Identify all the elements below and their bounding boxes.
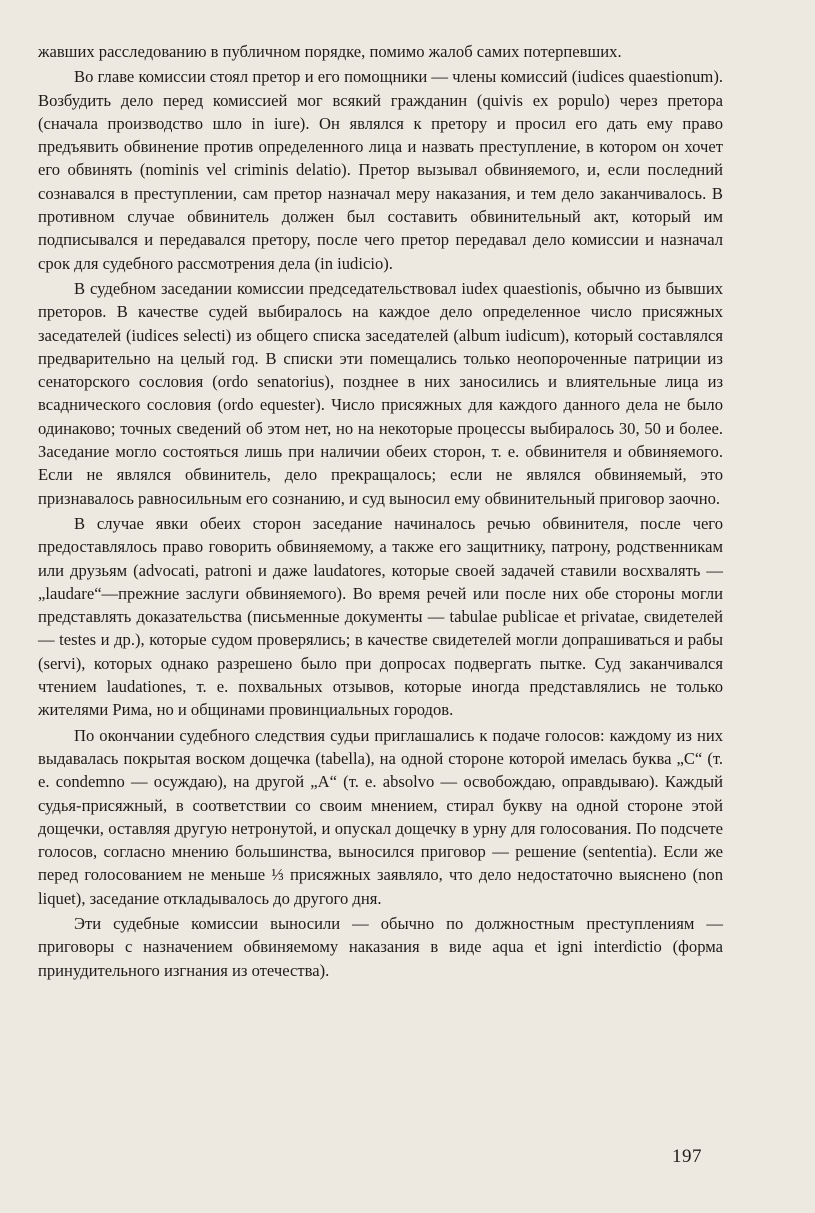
paragraph-court-session: В судебном заседании комиссии председательствовал iudex quaestionis, обычно из бывших преторов. В качестве судей выбиралось на каждое дело определенное число присяжных заседателей (iudices selecti) из общего списка заседателей (album iudicum), который составлялся предварительно на целый год. В списки эти помещались только неопороченные патриции из сенаторского сословия (ordo senatorius), позднее в них заносились и влиятельные лица из всаднического сословия (ordo equester). Число присяжных для каждого данного дела не было одинаково; точных сведений об этом нет, но на некоторые процессы выбиралось 30, 50 и более. Заседание могло состояться лишь при наличии обеих сторон, т. е. обвинителя и обвиняемого. Если не являлся обвинитель, дело прекращалось; если не являлся обвиняемый, это признавалось равносильным его сознанию, и суд выносил ему обвинительный приговор заочно. [38, 278, 723, 508]
paragraph-parties-appearance: В случае явки обеих сторон заседание начиналось речью обвинителя, после чего предоставлялось право говорить обвиняемому, а также его защитнику, патрону, родственникам или друзьям (advocati, patroni и даже laudatores, которые своей задачей ставили восхвалять — „laudare“—прежние заслуги обвиняемого). Во время речей или после них обе стороны могли представлять доказательства (письменные документы — tabulae publicae et privatae, свидетелей — testes и др.), которые судом проверялись; в качестве свидетелей могли допрашиваться и рабы (servi), которых однако разрешено было при допросах подвергать пытке. Суд заканчивался чтением laudationes, т. е. похвальных отзывов, которые иногда представлялись не только жителями Рима, но и общинами провинциальных городов. [38, 513, 723, 720]
page-number: 197 [672, 1146, 702, 1167]
paragraph-continued: жавших расследованию в публичном порядке, помимо жалоб самих потерпевших. [38, 42, 622, 61]
paragraph-voting: По окончании судебного следствия судьи приглашались к подаче голосов: каждому из них выдавалась покрытая воском дощечка (tabella), на одной стороне которой имелась буква „C“ (т. е. condemno — осуждаю), на другой „A“ (т. е. absolvo — освобождаю, оправдываю). Каждый судья-присяжный, в соответствии со своим мнением, стирал букву на одной стороне этой дощечки, оставляя другую нетронутой, и опускал дощечку в урну для голосования. По подсчете голосов, согласно мнению большинства, выносился приговор — решение (sententia). Если же перед голосованием не меньше ⅓ присяжных заявляло, что дело недостаточно выяснено (non liquet), заседание откладывалось до другого дня. [38, 725, 723, 908]
paragraph-sentences: Эти судебные комиссии выносили — обычно по должностным преступлениям — приговоры с назначением обвиняемому наказания в виде aqua et igni interdictio (форма принудительного изгнания из отечества). [38, 913, 723, 980]
paragraph-commission-head: Во главе комиссии стоял претор и его помощники — члены комиссий (iudices quaestionum). Возбудить дело перед комиссией мог всякий гражданин (quivis ex populo) через претора (сначала производство шло in iure). Он являлся к претору и просил его дать ему право предъявить обвинение против определенного лица и назвать преступление, в котором он хочет его обвинять (nominis vel criminis delatio). Претор вызывал обвиняемого, и, если последний сознавался в преступлении, сам претор назначал меру наказания, и тем дело заканчивалось. В противном случае обвинитель должен был составить обвинительный акт, который им подписывался и передавался претору, после чего претор передавал дело комиссии и назначал срок для судебного рассмотрения дела (in iudicio). [38, 67, 723, 273]
